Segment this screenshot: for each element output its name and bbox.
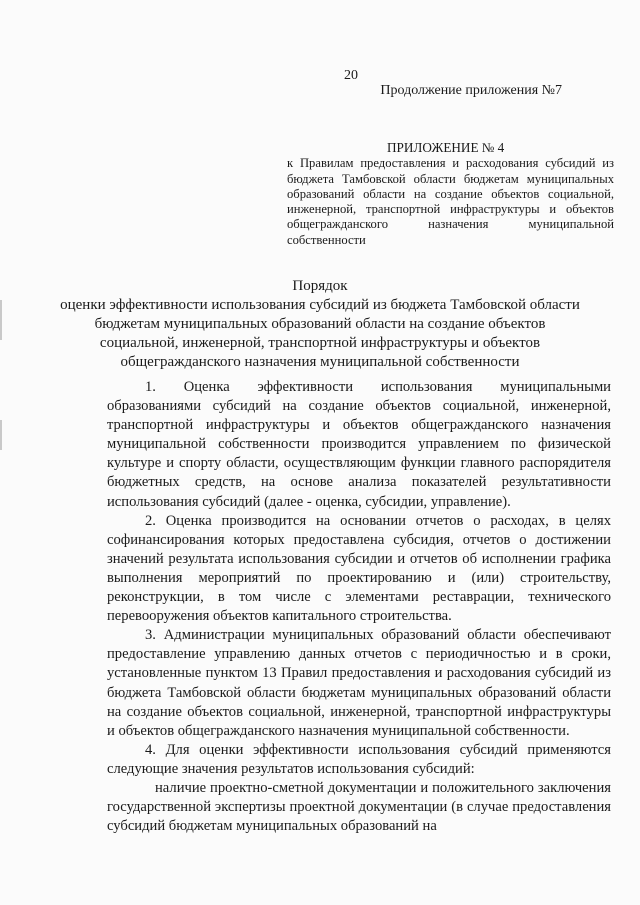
heading-title: Порядок <box>292 278 348 294</box>
page-number: 20 <box>344 68 358 83</box>
paragraph-4: 4. Для оценки эффективности использования субсидий применяются следующие значения результатов использования субсидий: <box>107 741 611 777</box>
appendix-text: к Правилам предоставления и расходования субсидий из бюджета Тамбовской области бюджетам муниципальных образований области на создание объектов социальной, инженерной, транспортной инфраструктуры и объектов общегражданского назначения муниципальной собственности <box>287 156 614 247</box>
document-heading <box>60 276 580 372</box>
continuation-note: Продолжение приложения №7 <box>380 83 562 98</box>
document-body <box>107 378 611 836</box>
paragraph-4-item: наличие проектно-сметной документации и положительного заключения государственной экспертизы проектной документации (в случае предоставления субсидий бюджетам муниципальных образований на <box>107 779 611 835</box>
paragraph-2: 2. Оценка производится на основании отчетов о расходах, в целях софинансирования которых предоставлена субсидия, отчетов о достижении значений результата использования субсидии и отчетов об исполнении графика выполнения мероприятий по проектированию и (или) строительству, реконструкции, в том числе с элементами реставрации, технического перевооружения объектов капитального строительства. <box>107 512 611 625</box>
appendix-block <box>287 140 614 248</box>
scan-edge-mark <box>0 300 2 340</box>
heading-subtitle: оценки эффективности использования субсидий из бюджета Тамбовской области бюджетам муниципальных образований области на создание объектов социальной, инженерной, транспортной инфраструктуры и объектов общегражданского назначения муниципальной собственности <box>60 297 580 370</box>
paragraph-1: 1. Оценка эффективности использования муниципальными образованиями субсидий на создание объектов социальной, инженерной, транспортной инфраструктуры и объектов общегражданского назначения муниципальной собственности производится управлением по физической культуре и спорту области, осуществляющим функции главного распорядителя бюджетных средств, на основе анализа показателей результативности использования субсидий (далее - оценка, субсидии, управление). <box>107 379 611 510</box>
paragraph-3: 3. Администрации муниципальных образований области обеспечивают предоставление управлению данных отчетов с периодичностью и в сроки, установленные пунктом 13 Правил предоставления и расходования субсидий из бюджета Тамбовской области бюджетам муниципальных образований области на создание объектов социальной, инженерной, транспортной инфраструктуры и объектов общегражданского назначения муниципальной собственности. <box>107 627 611 739</box>
scan-edge-mark <box>0 420 2 450</box>
appendix-title: ПРИЛОЖЕНИЕ № 4 <box>387 140 505 155</box>
